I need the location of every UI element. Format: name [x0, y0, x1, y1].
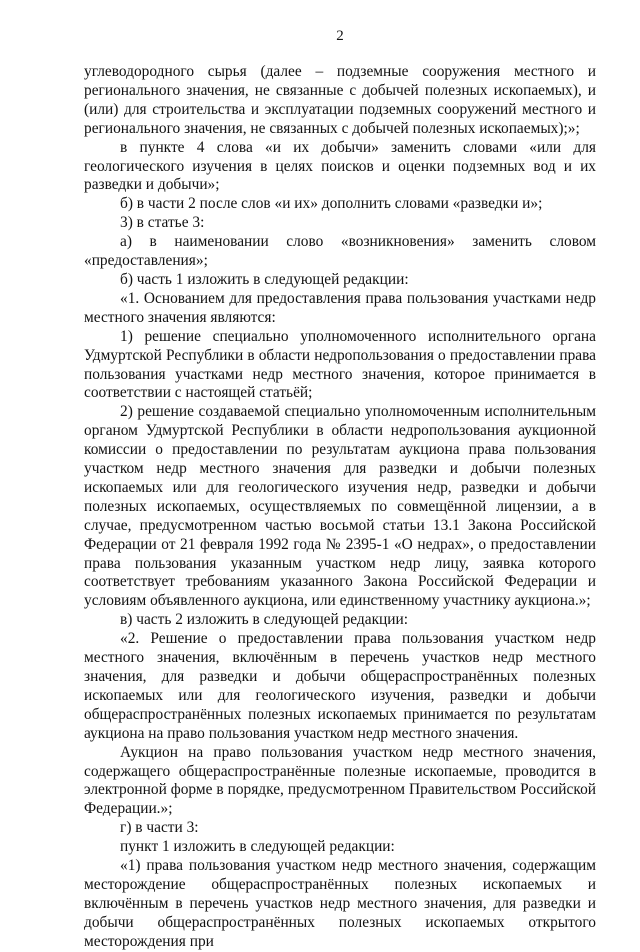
document-body [84, 63, 596, 952]
page-number: 2 [336, 28, 344, 44]
paragraph: «1. Основанием для предоставления права пользования участками недр местного значения являются: [84, 289, 596, 326]
paragraph: пункт 1 изложить в следующей редакции: [120, 838, 395, 856]
paragraph: г) в части 3: [120, 819, 199, 837]
paragraph: Аукцион на право пользования участком недр местного значения, содержащего общераспространённые полезные ископаемые, проводится в электронной форме в порядке, предусмотренном Правительством Российской Федерации.»; [84, 743, 596, 818]
paragraph: б) в части 2 после слов «и их» дополнить словами «разведки и»; [120, 195, 543, 213]
paragraph: «1) права пользования участком недр местного значения, содержащим месторождение общераспространённых полезных ископаемых и включённым в перечень участков недр местного значения, для разведки и добычи общераспространённых полезных ископаемых открытого месторождения при [84, 857, 596, 950]
paragraph: в) часть 2 изложить в следующей редакции: [120, 611, 409, 629]
paragraph: углеводородного сырья (далее – подземные сооружения местного и регионального значения, не связанные с добычей полезных ископаемых), и (или) для строительства и эксплуатации подземных сооружений местного и регионального значения, не связанных с добычей полезных ископаемых);»; [84, 63, 596, 137]
paragraph: в пункте 4 слова «и их добычи» заменить словами «или для геологического изучения в целях поисков и оценки подземных вод и их разведки и добычи»; [84, 138, 596, 194]
paragraph: б) часть 1 изложить в следующей редакции: [120, 270, 409, 288]
paragraph: 3) в статье 3: [120, 214, 205, 232]
paragraph: 1) решение специально уполномоченного исполнительного органа Удмуртской Республики в области недропользования о предоставлении права пользования участками недр местного значения, которое принимается в соответствии с настоящей статьёй; [84, 327, 596, 402]
paragraph: «2. Решение о предоставлении права пользования участком недр местного значения, включённым в перечень участков недр местного значения, для разведки и добычи общераспространённых полезных ископаемых или для геологического изучения, разведки и добычи общераспространённых полезных ископаемых принимается по результатам аукциона на право пользования участком недр местного значения. [84, 630, 596, 742]
paragraph: а) в наименовании слово «возникновения» заменить словом «предоставления»; [84, 233, 596, 270]
paragraph: 2) решение создаваемой специально уполномоченным исполнительным органом Удмуртской Республики в области недропользования аукционной комиссии о предоставлении по результатам аукциона права пользования участком недр местного значения для разведки и добычи полезных ископаемых или для геологического изучения недр, разведки и добычи полезных ископаемых, осуществляемых по совмещённой лицензии, а в случае, предусмотренном частью восьмой статьи 13.1 Закона Российской Федерации от 21 февраля 1992 года № 2395-1 «О недрах», о предоставлении права пользования указанным участком недр лицу, заявка которого соответствует требованиям указанного Закона Российской Федерации и условиям объявленного аукциона, или единственному участнику аукциона.»; [84, 403, 596, 610]
